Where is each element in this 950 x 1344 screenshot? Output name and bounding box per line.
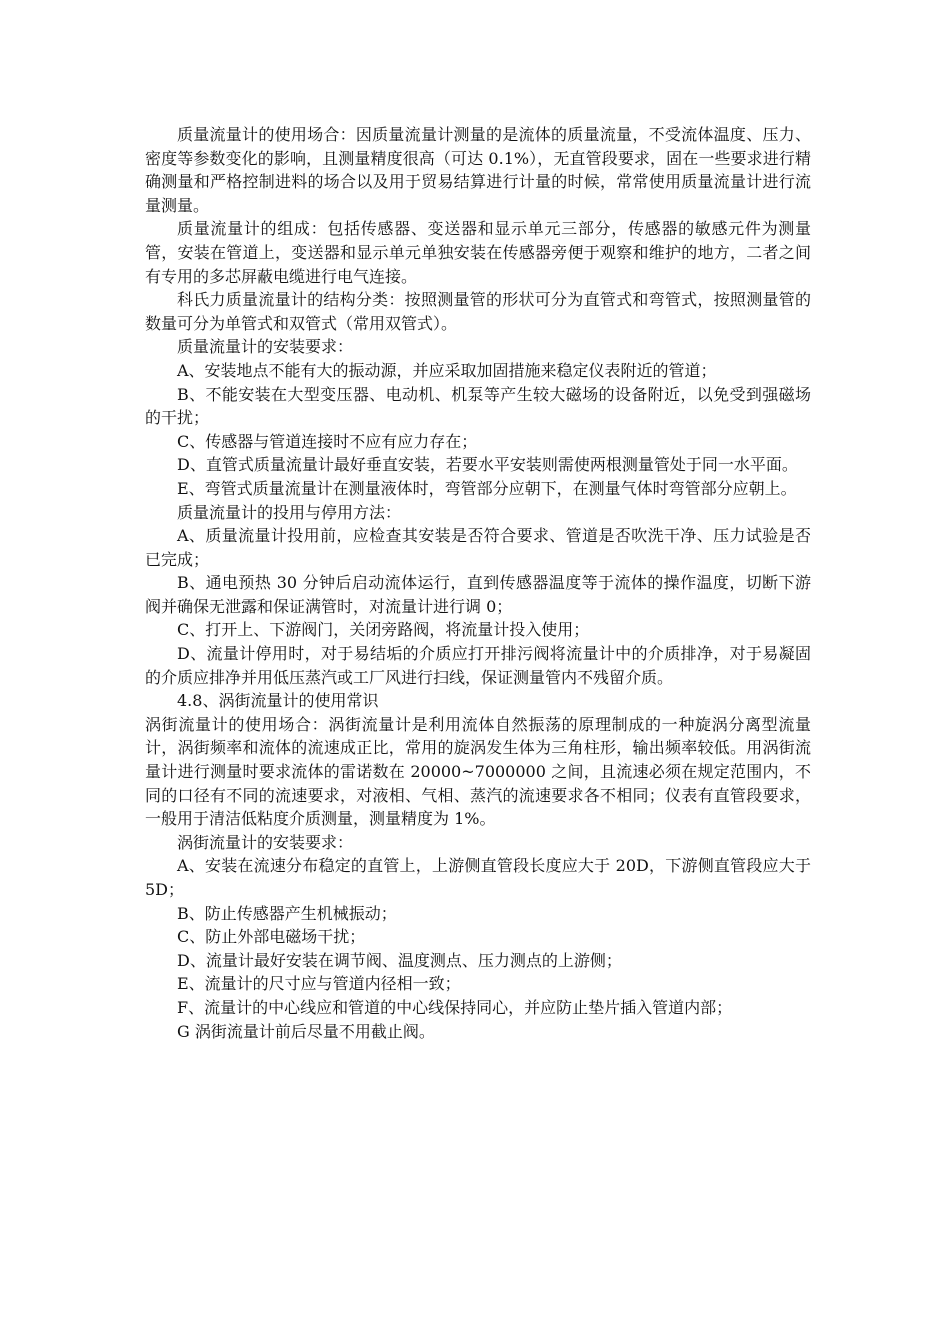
paragraph-vortex-install-g: G 涡街流量计前后尽量不用截止阀。 [177, 1021, 435, 1041]
section-heading-vortex: 4.8、涡街流量计的使用常识 [177, 691, 379, 711]
paragraph-mass-flowmeter-composition: 质量流量计的组成：包括传感器、变送器和显示单元三部分，传感器的敏感元件为测量管，安装在管道上，变送器和显示单元单独安装在传感器旁便于观察和维护的地方，二者之间有专用的多芯屏蔽电缆进行电气连接。 [145, 219, 811, 286]
paragraph-mass-flowmeter-usage: 质量流量计的使用场合：因质量流量计测量的是流体的质量流量，不受流体温度、压力、密度等参数变化的影响，且测量精度很高（可达 0.1%），无直管段要求，固在一些要求进行精确测量和严格控制进料的场合以及用于贸易结算进行计量的时候，常常使用质量流量计进行流量测量。 [145, 125, 811, 215]
paragraph-vortex-install-b: B、防止传感器产生机械振动； [177, 903, 397, 923]
paragraph-coriolis-structure: 科氏力质量流量计的结构分类：按照测量管的形状可分为直管式和弯管式，按照测量管的数量可分为单管式和双管式（常用双管式）。 [145, 290, 811, 333]
paragraph-mass-operation-c: C、打开上、下游阀门，关闭旁路阀，将流量计投入使用； [177, 620, 590, 640]
paragraph-vortex-install-a: A、安装在流速分布稳定的直管上，上游侧直管段长度应大于 20D，下游侧直管段应大于 5D； [145, 856, 811, 899]
paragraph-vortex-install-e: E、流量计的尺寸应与管道内径相一致； [177, 974, 461, 994]
paragraph-mass-install-c: C、传感器与管道连接时不应有应力存在； [177, 431, 478, 451]
paragraph-mass-install-d: D、直管式质量流量计最好垂直安装，若要水平安装则需使两根测量管处于同一水平面。 [177, 455, 798, 475]
paragraph-vortex-install-d: D、流量计最好安装在调节阀、温度测点、压力测点的上游侧； [177, 950, 622, 970]
paragraph-mass-install-e: E、弯管式质量流量计在测量液体时，弯管部分应朝下，在测量气体时弯管部分应朝上。 [177, 478, 797, 498]
paragraph-mass-operation-d: D、流量计停用时，对于易结垢的介质应打开排污阀将流量计中的介质排净，对于易凝固的介质应排净并用低压蒸汽或工厂风进行扫线，保证测量管内不残留介质。 [145, 644, 811, 687]
paragraph-mass-install-b: B、不能安装在大型变压器、电动机、机泵等产生较大磁场的设备附近，以免受到强磁场的干扰； [145, 384, 811, 428]
paragraph-mass-operation-heading: 质量流量计的投用与停用方法： [177, 502, 402, 522]
paragraph-mass-install-heading: 质量流量计的安装要求： [177, 337, 354, 357]
paragraph-vortex-install-heading: 涡街流量计的安装要求： [177, 832, 354, 852]
document-page [145, 123, 811, 1043]
paragraph-vortex-install-f: F、流量计的中心线应和管道的中心线保持同心，并应防止垫片插入管道内部； [177, 997, 733, 1017]
paragraph-mass-operation-b: B、通电预热 30 分钟后启动流体运行，直到传感器温度等于流体的操作温度，切断下游阀并确保无泄露和保证满管时，对流量计进行调 0； [145, 573, 811, 616]
paragraph-vortex-install-c: C、防止外部电磁场干扰； [177, 927, 366, 947]
paragraph-mass-operation-a: A、质量流量计投用前，应检查其安装是否符合要求、管道是否吹洗干净、压力试验是否已完成； [145, 526, 811, 569]
paragraph-vortex-usage: 涡街流量计的使用场合：涡街流量计是利用流体自然振荡的原理制成的一种旋涡分离型流量计，涡街频率和流体的流速成正比，常用的旋涡发生体为三角柱形，输出频率较低。用涡街流量计进行测量时要求流体的雷诺数在 20000~7000000 之间，且流速必须在规定范围内，不同的口径有不同的流速要求，对液相、气相、蒸汽的流速要求各不相同；仪表有直管段要求，一般用于清洁低粘度介质测量，测量精度为 1%。 [145, 714, 811, 829]
paragraph-mass-install-a: A、安装地点不能有大的振动源，并应采取加固措施来稳定仪表附近的管道； [177, 360, 717, 380]
